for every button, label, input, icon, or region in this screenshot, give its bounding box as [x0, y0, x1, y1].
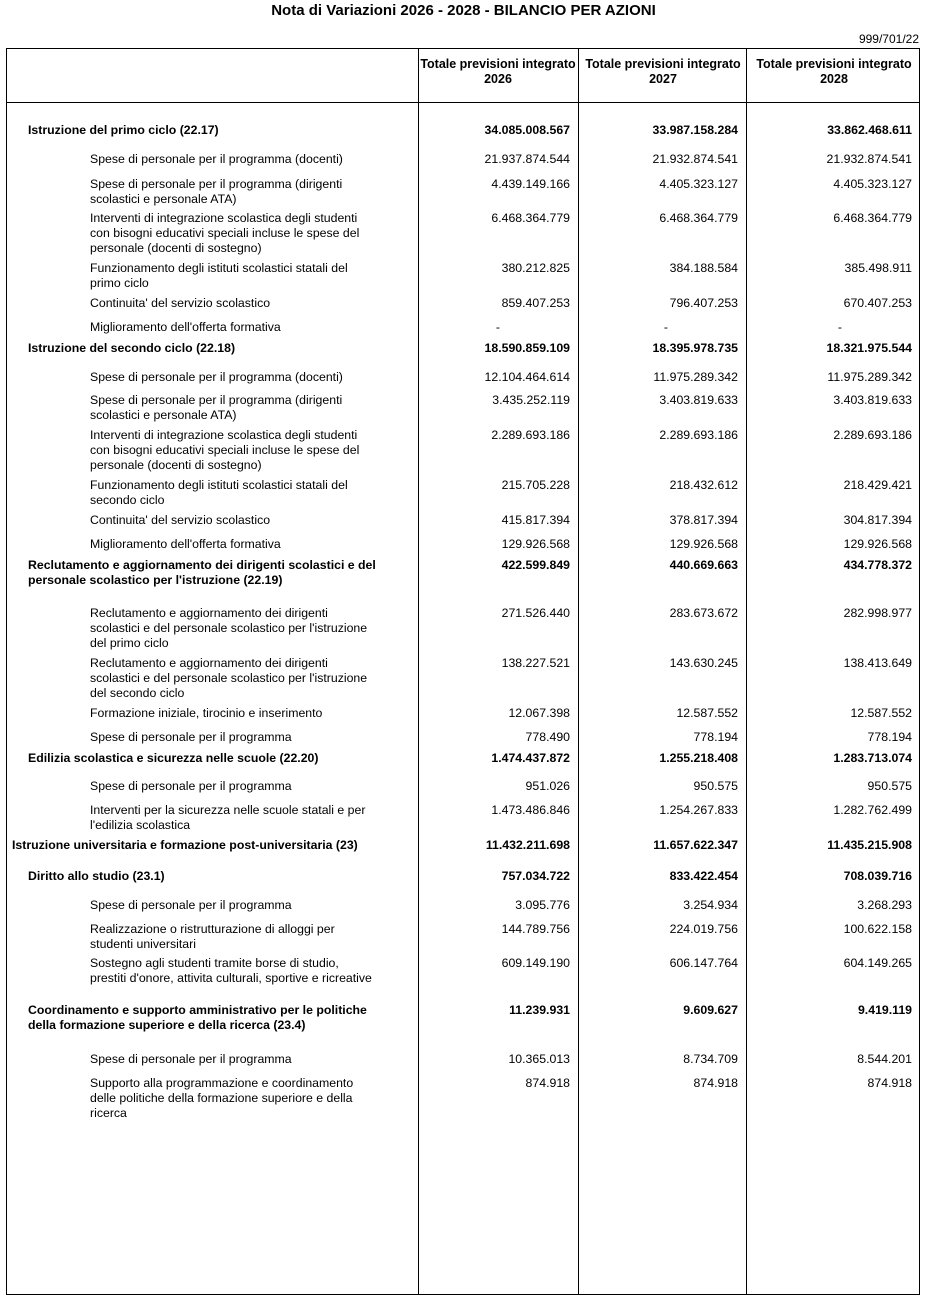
row-description: Miglioramento dell'offerta formativa	[90, 537, 281, 551]
row-value-2027: 378.817.394	[669, 513, 738, 527]
row-value-2026: -	[495, 320, 500, 334]
row-value-2027: 796.407.253	[669, 296, 738, 310]
row-value-2026: 380.212.825	[501, 261, 570, 275]
row-value-2026: 422.599.849	[501, 558, 570, 572]
row-value-2027: 833.422.454	[669, 869, 738, 883]
row-value-2026: 138.227.521	[501, 656, 570, 670]
row-value-2026: 1.474.437.872	[491, 751, 570, 765]
row-description: Reclutamento e aggiornamento dei dirigenti scolastici e del personale scolastico per l'istruzione del secondo ciclo	[90, 656, 368, 700]
row-value-2026: 609.149.190	[501, 956, 570, 970]
row-value-2026: 778.490	[525, 730, 570, 744]
row-description: Coordinamento e supporto amministrativo per le politiche della formazione superiore e della ricerca (23.4)	[28, 1003, 367, 1032]
row-value-2028: 100.622.158	[843, 922, 912, 936]
row-description: Miglioramento dell'offerta formativa	[90, 320, 281, 334]
row-value-2028: 21.932.874.541	[826, 152, 912, 166]
row-value-2028: 950.575	[867, 779, 912, 793]
row-value-2026: 144.789.756	[501, 922, 570, 936]
row-description: Istruzione del secondo ciclo (22.18)	[28, 341, 236, 355]
row-value-2027: 3.403.819.633	[659, 393, 738, 407]
row-value-2026: 34.085.008.567	[484, 123, 570, 137]
row-description: Spese di personale per il programma (docenti)	[90, 370, 343, 384]
row-value-2028: 385.498.911	[844, 261, 912, 275]
row-value-2027: 8.734.709	[683, 1052, 738, 1066]
row-value-2028: 434.778.372	[843, 558, 912, 572]
row-description: Istruzione universitaria e formazione post-universitaria (23)	[12, 838, 358, 852]
row-value-2027: 18.395.978.735	[652, 341, 738, 355]
row-value-2027: -	[663, 320, 668, 334]
row-value-2027: 4.405.323.127	[659, 177, 738, 191]
row-description: Funzionamento degli istituti scolastici statali del secondo ciclo	[90, 478, 348, 507]
row-value-2028: 11.435.215.908	[827, 838, 912, 852]
page-title: Nota di Variazioni 2026 - 2028 - BILANCIO PER AZIONI	[271, 2, 656, 19]
row-description: Istruzione del primo ciclo (22.17)	[28, 123, 219, 137]
row-value-2027: 33.987.158.284	[652, 123, 738, 137]
row-value-2028: 670.407.253	[843, 296, 912, 310]
row-description: Edilizia scolastica e sicurezza nelle scuole (22.20)	[28, 751, 319, 765]
column-divider	[746, 48, 747, 1295]
row-description: Supporto alla programmazione e coordinamento delle politiche della formazione superiore e della ricerca	[90, 1076, 354, 1120]
row-description: Spese di personale per il programma	[90, 779, 292, 793]
row-value-2026: 1.473.486.846	[491, 803, 570, 817]
row-value-2026: 874.918	[525, 1076, 570, 1090]
row-description: Formazione iniziale, tirocinio e inserimento	[90, 706, 323, 720]
row-value-2026: 951.026	[525, 779, 570, 793]
row-value-2027: 12.587.552	[676, 706, 738, 720]
row-value-2026: 11.432.211.698	[485, 838, 570, 852]
row-value-2026: 859.407.253	[501, 296, 570, 310]
row-description: Reclutamento e aggiornamento dei dirigenti scolastici e del personale scolastico per l'istruzione (22.19)	[28, 558, 376, 587]
column-divider	[418, 48, 419, 1295]
row-value-2027: 218.432.612	[669, 478, 738, 492]
row-value-2027: 11.657.622.347	[653, 838, 738, 852]
row-description: Interventi di integrazione scolastica degli studenti con bisogni educativi speciali incluse le spese del personale (docenti di sostegno)	[90, 428, 360, 472]
row-value-2027: 129.926.568	[669, 537, 738, 551]
row-description: Spese di personale per il programma	[90, 1052, 292, 1066]
row-description: Continuita' del servizio scolastico	[90, 296, 271, 310]
row-value-2028: 218.429.421	[843, 478, 912, 492]
row-value-2026: 757.034.722	[501, 869, 570, 883]
row-value-2028: 4.405.323.127	[833, 177, 912, 191]
column-divider	[578, 48, 579, 1295]
row-description: Diritto allo studio (23.1)	[28, 869, 165, 883]
row-description: Spese di personale per il programma	[90, 730, 292, 744]
document-code: 999/701/22	[858, 32, 919, 46]
row-description: Spese di personale per il programma (docenti)	[90, 152, 343, 166]
row-value-2028: 11.975.289.342	[827, 370, 912, 384]
row-value-2026: 2.289.693.186	[491, 428, 570, 442]
row-value-2026: 3.095.776	[515, 898, 570, 912]
row-description: Spese di personale per il programma (dirigenti scolastici e personale ATA)	[90, 393, 343, 422]
row-description: Sostegno agli studenti tramite borse di studio, prestiti d'onore, attivita culturali, sportive e ricreative	[90, 956, 372, 985]
row-description: Continuita' del servizio scolastico	[90, 513, 271, 527]
row-value-2028: 874.918	[867, 1076, 912, 1090]
row-value-2026: 129.926.568	[501, 537, 570, 551]
row-value-2028: 304.817.394	[843, 513, 912, 527]
column-header-2027: Totale previsioni integrato 2027	[585, 57, 741, 86]
row-value-2028: 9.419.119	[857, 1003, 912, 1017]
row-value-2026: 21.937.874.544	[484, 152, 570, 166]
row-value-2027: 21.932.874.541	[652, 152, 738, 166]
row-value-2028: 12.587.552	[850, 706, 912, 720]
row-value-2027: 950.575	[693, 779, 738, 793]
row-value-2027: 874.918	[693, 1076, 738, 1090]
row-value-2026: 10.365.013	[508, 1052, 570, 1066]
row-value-2028: 129.926.568	[843, 537, 912, 551]
row-value-2028: 2.289.693.186	[833, 428, 912, 442]
row-value-2027: 384.188.584	[669, 261, 738, 275]
row-value-2028: 708.039.716	[843, 869, 912, 883]
row-value-2028: 282.998.977	[843, 606, 912, 620]
column-header-2026: Totale previsioni integrato 2026	[420, 57, 576, 86]
row-value-2028: 8.544.201	[857, 1052, 912, 1066]
row-description: Interventi di integrazione scolastica degli studenti con bisogni educativi speciali incluse le spese del personale (docenti di sostegno)	[90, 211, 360, 255]
row-value-2026: 11.239.931	[509, 1003, 570, 1017]
row-value-2027: 606.147.764	[669, 956, 738, 970]
row-value-2026: 3.435.252.119	[492, 393, 570, 407]
row-description: Funzionamento degli istituti scolastici statali del primo ciclo	[90, 261, 348, 290]
row-value-2028: -	[837, 320, 842, 334]
row-description: Realizzazione o ristrutturazione di alloggi per studenti universitari	[90, 922, 335, 951]
row-value-2028: 138.413.649	[843, 656, 912, 670]
row-description: Spese di personale per il programma (dirigenti scolastici e personale ATA)	[90, 177, 343, 206]
row-value-2026: 6.468.364.779	[491, 211, 570, 225]
row-value-2027: 778.194	[693, 730, 738, 744]
row-value-2027: 224.019.756	[669, 922, 738, 936]
row-value-2027: 143.630.245	[669, 656, 738, 670]
row-value-2027: 9.609.627	[683, 1003, 738, 1017]
row-value-2026: 415.817.394	[501, 513, 570, 527]
header-divider	[6, 102, 920, 103]
row-value-2027: 283.673.672	[669, 606, 738, 620]
row-value-2027: 1.254.267.833	[659, 803, 738, 817]
row-value-2027: 3.254.934	[683, 898, 738, 912]
row-value-2028: 18.321.975.544	[826, 341, 912, 355]
row-value-2028: 3.268.293	[857, 898, 912, 912]
row-description: Spese di personale per il programma	[90, 898, 292, 912]
row-value-2026: 12.067.398	[508, 706, 570, 720]
row-value-2027: 1.255.218.408	[659, 751, 738, 765]
row-value-2026: 271.526.440	[501, 606, 570, 620]
row-value-2028: 778.194	[867, 730, 912, 744]
row-value-2026: 12.104.464.614	[484, 370, 570, 384]
row-description: Reclutamento e aggiornamento dei dirigenti scolastici e del personale scolastico per l'istruzione del primo ciclo	[90, 606, 368, 650]
column-header-2028: Totale previsioni integrato 2028	[756, 57, 912, 86]
row-value-2026: 18.590.859.109	[484, 341, 570, 355]
row-value-2028: 1.283.713.074	[833, 751, 912, 765]
row-value-2027: 440.669.663	[669, 558, 738, 572]
row-value-2028: 604.149.265	[843, 956, 912, 970]
row-value-2028: 33.862.468.611	[827, 123, 912, 137]
row-value-2027: 6.468.364.779	[659, 211, 738, 225]
row-value-2028: 1.282.762.499	[833, 803, 912, 817]
row-description: Interventi per la sicurezza nelle scuole statali e per l'edilizia scolastica	[90, 803, 366, 832]
row-value-2028: 6.468.364.779	[833, 211, 912, 225]
row-value-2027: 2.289.693.186	[659, 428, 738, 442]
row-value-2026: 215.705.228	[501, 478, 570, 492]
row-value-2026: 4.439.149.166	[491, 177, 570, 191]
row-value-2028: 3.403.819.633	[833, 393, 912, 407]
row-value-2027: 11.975.289.342	[653, 370, 738, 384]
